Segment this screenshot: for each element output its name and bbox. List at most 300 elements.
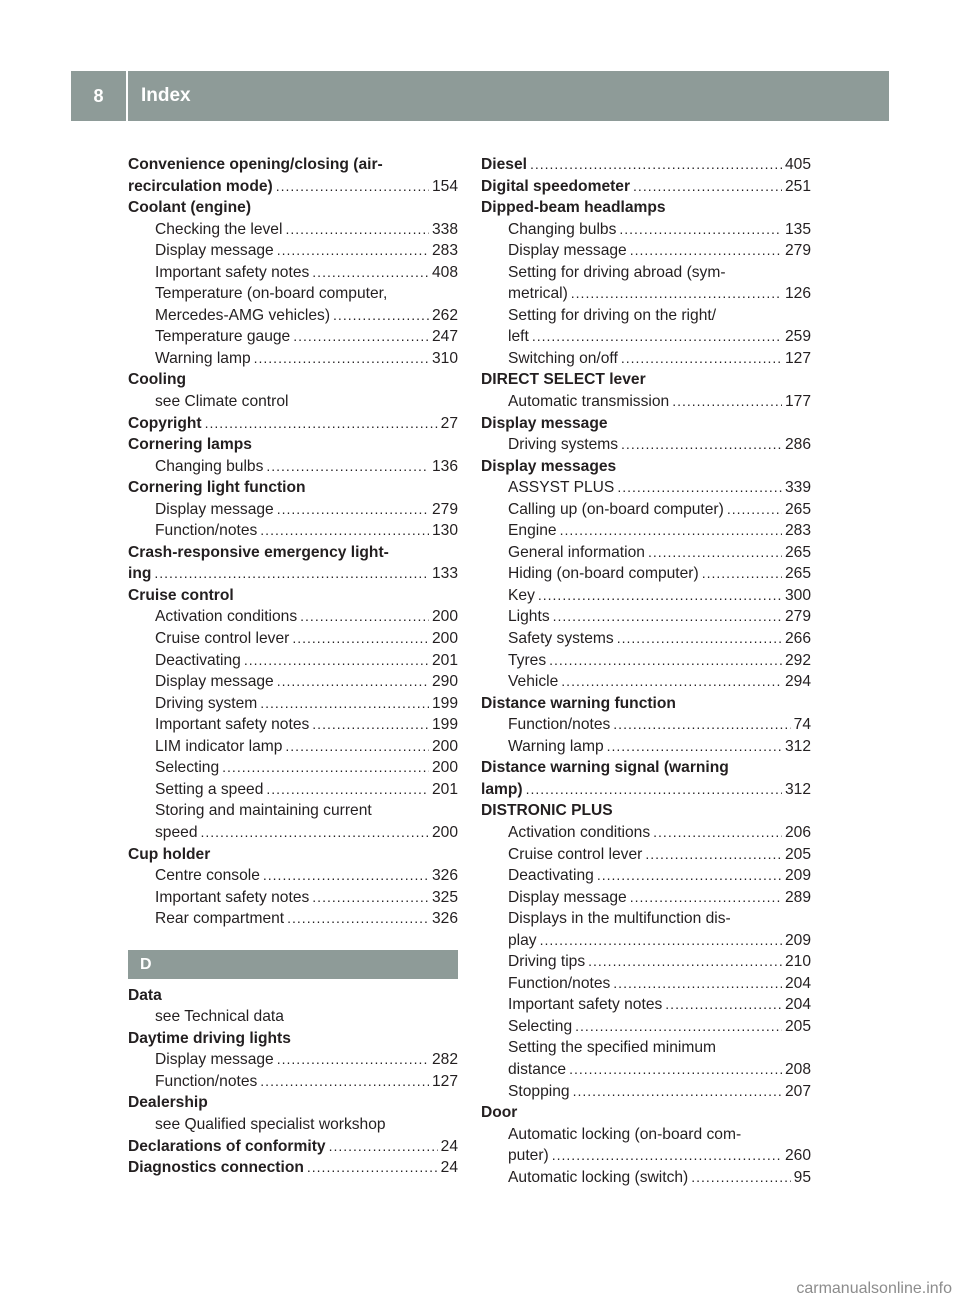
page-ref[interactable]: 154 <box>431 177 458 195</box>
page-ref[interactable]: 200 <box>431 759 458 777</box>
leader-dots <box>244 650 429 672</box>
leader-dots <box>607 736 782 758</box>
index-subentry[interactable] <box>128 606 458 628</box>
index-subentry[interactable] <box>128 326 458 348</box>
leader-dots <box>613 973 782 995</box>
leader-dots <box>266 779 429 801</box>
page-ref[interactable]: 312 <box>784 737 811 755</box>
entry-text: ing <box>128 565 152 583</box>
page-ref[interactable]: 209 <box>784 931 811 949</box>
page-ref[interactable]: 282 <box>431 1051 458 1069</box>
index-subentry <box>481 305 811 327</box>
entry-text: lamp) <box>481 780 523 798</box>
index-subentry[interactable] <box>481 887 811 909</box>
index-subentry[interactable] <box>128 240 458 262</box>
entry-text: Convenience opening/closing (air- <box>128 156 383 173</box>
index-subentry[interactable] <box>481 240 811 262</box>
page-ref[interactable]: 339 <box>784 479 811 497</box>
entry-text: Driving tips <box>508 953 586 971</box>
index-heading <box>481 800 811 822</box>
entry-text: Cup holder <box>128 845 211 863</box>
page-ref[interactable]: 326 <box>431 910 458 928</box>
index-subentry <box>481 1124 811 1146</box>
page-ref[interactable]: 126 <box>784 285 811 303</box>
entry-text: Deactivating <box>508 867 594 885</box>
section-letter-bar <box>128 950 458 979</box>
index-heading <box>481 369 811 391</box>
index-subentry[interactable] <box>128 714 458 736</box>
page-ref[interactable]: 136 <box>431 457 458 475</box>
leader-dots <box>549 650 782 672</box>
page-ref[interactable]: 265 <box>784 543 811 561</box>
index-subentry[interactable] <box>481 994 811 1016</box>
entry-text: Display message <box>155 1051 274 1069</box>
index-heading <box>128 434 458 456</box>
index-heading <box>128 154 458 176</box>
page-ref[interactable]: 286 <box>784 436 811 454</box>
index-heading[interactable] <box>128 413 458 435</box>
leader-dots <box>630 887 782 909</box>
index-subentry[interactable] <box>128 520 458 542</box>
leader-dots <box>260 520 429 542</box>
entry-text: recirculation mode) <box>128 177 273 195</box>
index-subentry[interactable] <box>128 671 458 693</box>
page-ref[interactable]: 200 <box>431 608 458 626</box>
entry-text: Display message <box>508 242 627 260</box>
index-subentry <box>481 1037 811 1059</box>
page-ref[interactable]: 130 <box>431 522 458 540</box>
entry-text: distance <box>508 1060 567 1078</box>
leader-dots <box>597 865 782 887</box>
entry-text: Storing and maintaining current <box>155 802 372 820</box>
page-ref[interactable]: 338 <box>431 220 458 238</box>
entry-text: Temperature (on-board computer, <box>155 285 388 303</box>
page-ref[interactable]: 200 <box>431 737 458 755</box>
index-subentry[interactable] <box>481 606 811 628</box>
index-subentry[interactable] <box>481 1016 811 1038</box>
index-subentry[interactable] <box>481 326 811 348</box>
index-subentry[interactable] <box>128 262 458 284</box>
leader-dots <box>277 240 429 262</box>
entry-text: Activation conditions <box>155 608 298 626</box>
leader-dots <box>293 326 429 348</box>
index-heading <box>481 693 811 715</box>
index-subentry <box>481 908 811 930</box>
section-letter: D <box>140 955 152 973</box>
index-subentry <box>128 800 458 822</box>
index-heading[interactable] <box>481 154 811 176</box>
index-subentry[interactable] <box>481 714 811 736</box>
index-subentry <box>128 391 458 413</box>
index-subentry[interactable] <box>128 456 458 478</box>
index-heading <box>128 585 458 607</box>
entry-text: Hiding (on-board computer) <box>508 565 699 583</box>
page-ref[interactable]: 265 <box>784 565 811 583</box>
page-header <box>71 71 889 121</box>
page-ref[interactable]: 200 <box>431 630 458 648</box>
index-subentry <box>128 283 458 305</box>
index-subentry[interactable] <box>128 693 458 715</box>
leader-dots <box>292 628 429 650</box>
leader-dots <box>276 176 429 198</box>
index-subentry[interactable] <box>481 1081 811 1103</box>
entry-text: Driving systems <box>508 436 619 454</box>
index-subentry[interactable] <box>128 757 458 779</box>
page-ref[interactable]: 210 <box>784 953 811 971</box>
entry-text: Dipped-beam headlamps <box>481 199 666 217</box>
leader-dots <box>532 326 782 348</box>
entry-text: Centre console <box>155 867 260 885</box>
page-ref[interactable]: 292 <box>784 651 811 669</box>
page-ref[interactable]: 127 <box>784 349 811 367</box>
leader-dots <box>575 1016 782 1038</box>
entry-text: General information <box>508 543 645 561</box>
page-ref[interactable]: 209 <box>784 867 811 885</box>
page-ref[interactable]: 247 <box>431 328 458 346</box>
index-heading <box>481 1102 811 1124</box>
page-ref[interactable]: 201 <box>431 780 458 798</box>
index-subentry[interactable] <box>128 865 458 887</box>
entry-text: Door <box>481 1104 518 1122</box>
page-ref[interactable]: 279 <box>784 608 811 626</box>
page-ref[interactable]: 199 <box>431 716 458 734</box>
entry-text: Setting for driving abroad (sym- <box>508 263 726 281</box>
leader-dots <box>530 154 782 176</box>
page-ref[interactable]: 259 <box>784 328 811 346</box>
page-ref[interactable]: 325 <box>431 888 458 906</box>
entry-text: Cruise control <box>128 586 234 604</box>
index-heading <box>481 197 811 219</box>
entry-text: Calling up (on-board computer) <box>508 500 724 518</box>
leader-dots <box>538 585 782 607</box>
index-subentry[interactable] <box>481 736 811 758</box>
entry-text: Changing bulbs <box>155 457 264 475</box>
entry-text: Cornering lamps <box>128 436 252 454</box>
index-subentry <box>481 262 811 284</box>
page-ref[interactable]: 199 <box>431 694 458 712</box>
entry-text: Function/notes <box>155 522 258 540</box>
entry-text: Function/notes <box>508 974 611 992</box>
entry-text: left <box>508 328 529 346</box>
entry-text: Engine <box>508 522 557 540</box>
page-ref[interactable]: 408 <box>431 263 458 281</box>
index-subentry[interactable] <box>481 628 811 650</box>
entry-text: Display message <box>155 500 274 518</box>
leader-dots <box>277 1049 429 1071</box>
leader-dots <box>613 714 790 736</box>
index-subentry[interactable] <box>481 520 811 542</box>
leader-dots <box>653 822 782 844</box>
index-subentry[interactable] <box>481 951 811 973</box>
leader-dots <box>645 844 782 866</box>
index-subentry[interactable] <box>481 542 811 564</box>
index-heading <box>128 844 458 866</box>
leader-dots <box>617 628 782 650</box>
page-ref[interactable]: 206 <box>784 823 811 841</box>
header-divider <box>126 71 128 121</box>
index-subentry[interactable] <box>128 736 458 758</box>
leader-dots <box>307 1157 438 1179</box>
index-heading[interactable] <box>128 1136 458 1158</box>
index-subentry[interactable] <box>128 908 458 930</box>
index-subentry[interactable] <box>481 219 811 241</box>
leader-dots <box>630 240 782 262</box>
leader-dots <box>154 563 429 585</box>
page-ref[interactable]: 200 <box>431 823 458 841</box>
entry-text: Important safety notes <box>155 263 310 281</box>
index-subentry[interactable] <box>481 1145 811 1167</box>
index-heading <box>481 456 811 478</box>
entry-text: Stopping <box>508 1082 570 1100</box>
index-heading <box>128 369 458 391</box>
entry-text: Setting a speed <box>155 780 264 798</box>
leader-dots <box>277 671 429 693</box>
page-ref[interactable]: 294 <box>784 673 811 691</box>
entry-text: Lights <box>508 608 550 626</box>
entry-text: Automatic locking (switch) <box>508 1168 689 1186</box>
leader-dots <box>561 671 782 693</box>
index-heading <box>128 1028 458 1050</box>
leader-dots <box>633 176 782 198</box>
page-ref[interactable]: 208 <box>784 1060 811 1078</box>
page-ref[interactable]: 279 <box>431 500 458 518</box>
page-ref[interactable]: 204 <box>784 974 811 992</box>
entry-text: Cruise control lever <box>155 630 290 648</box>
page-ref[interactable]: 201 <box>431 651 458 669</box>
index-subentry[interactable] <box>481 930 811 952</box>
entry-text: speed <box>155 823 198 841</box>
page-ref[interactable]: 205 <box>784 845 811 863</box>
leader-dots <box>648 542 782 564</box>
leader-dots <box>569 1059 782 1081</box>
entry-text: Diagnostics connection <box>128 1159 304 1177</box>
entry-text: see Qualified specialist workshop <box>155 1115 386 1133</box>
page-ref[interactable]: 262 <box>431 306 458 324</box>
index-subentry[interactable] <box>128 822 458 844</box>
index-subentry[interactable] <box>128 499 458 521</box>
entry-text: Selecting <box>508 1017 573 1035</box>
page-ref[interactable]: 74 <box>793 716 811 734</box>
index-subentry[interactable] <box>481 585 811 607</box>
leader-dots <box>285 736 429 758</box>
page-ref[interactable]: 251 <box>784 177 811 195</box>
leader-dots <box>222 757 429 779</box>
index-subentry <box>128 1114 458 1136</box>
entry-text: Tyres <box>508 651 547 669</box>
index-subentry[interactable] <box>481 1167 811 1189</box>
page-ref[interactable]: 326 <box>431 867 458 885</box>
index-heading <box>128 542 458 564</box>
index-heading[interactable] <box>128 563 458 585</box>
entry-text: play <box>508 931 537 949</box>
leader-dots <box>526 779 782 801</box>
entry-text: Display message <box>508 888 627 906</box>
leader-dots <box>621 434 782 456</box>
entry-text: Temperature gauge <box>155 328 291 346</box>
watermark: carmanualsonline.info <box>796 1280 952 1297</box>
index-heading[interactable] <box>128 176 458 198</box>
entry-text: Automatic locking (on-board com- <box>508 1125 742 1143</box>
entry-text: Deactivating <box>155 651 241 669</box>
page-ref[interactable]: 24 <box>440 1159 458 1177</box>
index-subentry[interactable] <box>128 1071 458 1093</box>
entry-text: Coolant (engine) <box>128 199 252 217</box>
entry-text: Function/notes <box>155 1072 258 1090</box>
page-ref[interactable]: 260 <box>784 1147 811 1165</box>
entry-text: Changing bulbs <box>508 220 617 238</box>
index-heading[interactable] <box>481 779 811 801</box>
page-ref[interactable]: 27 <box>440 414 458 432</box>
leader-dots <box>560 520 782 542</box>
index-subentry[interactable] <box>481 477 811 499</box>
entry-text: see Climate control <box>155 393 289 411</box>
leader-dots <box>617 477 782 499</box>
leader-dots <box>540 930 782 952</box>
index-subentry[interactable] <box>481 671 811 693</box>
page-ref[interactable]: 310 <box>431 349 458 367</box>
index-subentry[interactable] <box>481 844 811 866</box>
leader-dots <box>263 865 429 887</box>
index-list-c <box>128 154 458 930</box>
leader-dots <box>205 413 438 435</box>
entry-text: Driving system <box>155 694 258 712</box>
leader-dots <box>553 606 782 628</box>
page-ref[interactable]: 207 <box>784 1082 811 1100</box>
page-ref[interactable]: 289 <box>784 888 811 906</box>
entry-text: DISTRONIC PLUS <box>481 802 613 820</box>
leader-dots <box>312 714 429 736</box>
leader-dots <box>254 348 429 370</box>
page-ref[interactable]: 300 <box>784 586 811 604</box>
leader-dots <box>727 499 782 521</box>
entry-text: Switching on/off <box>508 349 618 367</box>
entry-text: Daytime driving lights <box>128 1029 291 1047</box>
leader-dots <box>552 1145 782 1167</box>
leader-dots <box>571 283 782 305</box>
index-subentry[interactable] <box>128 779 458 801</box>
leader-dots <box>621 348 782 370</box>
index-heading[interactable] <box>128 1157 458 1179</box>
entry-text: Function/notes <box>508 716 611 734</box>
left-column <box>128 154 458 1179</box>
entry-text: Cooling <box>128 371 187 389</box>
page-ref[interactable]: 312 <box>784 780 811 798</box>
index-heading <box>481 413 811 435</box>
page-title: Index <box>141 85 191 106</box>
entry-text: Mercedes-AMG vehicles) <box>155 306 331 324</box>
entry-text: Warning lamp <box>508 737 604 755</box>
leader-dots <box>702 563 782 585</box>
page-ref[interactable]: 265 <box>784 500 811 518</box>
page-ref[interactable]: 405 <box>784 156 811 173</box>
page-ref[interactable]: 135 <box>784 220 811 238</box>
entry-text: Cruise control lever <box>508 845 643 863</box>
entry-text: Copyright <box>128 414 202 432</box>
index-subentry[interactable] <box>128 628 458 650</box>
page-ref[interactable]: 290 <box>431 673 458 691</box>
entry-text: Distance warning function <box>481 694 676 712</box>
leader-dots <box>277 499 429 521</box>
index-heading <box>481 757 811 779</box>
entry-text: see Technical data <box>155 1008 284 1026</box>
entry-text: Cornering light function <box>128 479 306 497</box>
index-subentry[interactable] <box>481 348 811 370</box>
index-subentry[interactable] <box>481 650 811 672</box>
entry-text: Crash-responsive emergency light- <box>128 543 389 561</box>
index-subentry[interactable] <box>481 434 811 456</box>
entry-text: DIRECT SELECT lever <box>481 371 646 389</box>
index-subentry[interactable] <box>128 305 458 327</box>
entry-text: LIM indicator lamp <box>155 737 283 755</box>
entry-text: Warning lamp <box>155 349 251 367</box>
entry-text: Safety systems <box>508 630 614 648</box>
index-subentry[interactable] <box>481 1059 811 1081</box>
leader-dots <box>312 887 429 909</box>
index-subentry[interactable] <box>481 283 811 305</box>
index-subentry[interactable] <box>128 650 458 672</box>
page-ref[interactable]: 283 <box>431 242 458 260</box>
entry-text: Setting for driving on the right/ <box>508 306 717 324</box>
page-ref[interactable]: 24 <box>440 1137 458 1155</box>
index-subentry[interactable] <box>128 219 458 241</box>
index-subentry[interactable] <box>128 1049 458 1071</box>
entry-text: puter) <box>508 1147 549 1165</box>
page-ref[interactable]: 266 <box>784 630 811 648</box>
entry-text: Display message <box>155 242 274 260</box>
leader-dots <box>573 1081 782 1103</box>
leader-dots <box>312 262 429 284</box>
index-subentry[interactable] <box>481 391 811 413</box>
page-ref[interactable]: 95 <box>793 1168 811 1186</box>
page-ref[interactable]: 133 <box>431 565 458 583</box>
leader-dots <box>333 305 429 327</box>
page-ref[interactable]: 279 <box>784 242 811 260</box>
page-ref[interactable]: 177 <box>784 393 811 411</box>
entry-text: Setting the specified minimum <box>508 1039 717 1057</box>
entry-text: Activation conditions <box>508 823 651 841</box>
index-subentry[interactable] <box>481 865 811 887</box>
page-ref[interactable]: 283 <box>784 522 811 540</box>
page-ref[interactable]: 127 <box>431 1072 458 1090</box>
index-heading[interactable] <box>481 176 811 198</box>
index-subentry[interactable] <box>128 887 458 909</box>
index-subentry[interactable] <box>481 973 811 995</box>
entry-text: Important safety notes <box>508 996 663 1014</box>
page-ref[interactable]: 204 <box>784 996 811 1014</box>
leader-dots <box>672 391 782 413</box>
entry-text: Display messages <box>481 457 617 475</box>
page-ref[interactable]: 205 <box>784 1017 811 1035</box>
leader-dots <box>287 908 429 930</box>
index-subentry[interactable] <box>481 563 811 585</box>
entry-text: Important safety notes <box>155 716 310 734</box>
index-subentry[interactable] <box>128 348 458 370</box>
leader-dots <box>588 951 782 973</box>
entry-text: Distance warning signal (warning <box>481 759 729 777</box>
leader-dots <box>201 822 429 844</box>
leader-dots <box>619 219 782 241</box>
entry-text: ASSYST PLUS <box>508 479 615 497</box>
leader-dots <box>329 1136 438 1158</box>
right-column <box>481 154 811 1188</box>
index-list-d <box>128 985 458 1179</box>
index-subentry <box>128 1006 458 1028</box>
index-subentry[interactable] <box>481 499 811 521</box>
entry-text: Digital speedometer <box>481 177 631 195</box>
leader-dots <box>691 1167 790 1189</box>
index-subentry[interactable] <box>481 822 811 844</box>
index-heading <box>128 477 458 499</box>
